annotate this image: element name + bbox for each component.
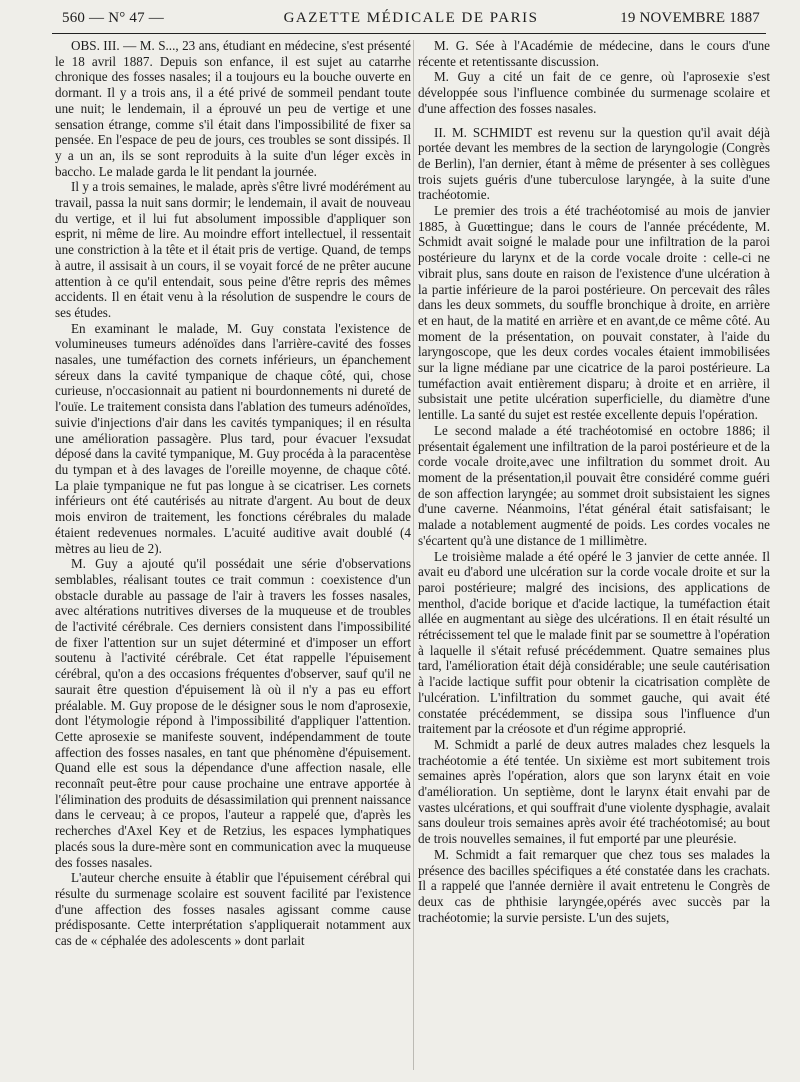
bacilli-paragraph: M. Schmidt a fait remarquer que chez tous ses malades la présence des bacilles spécifiques a été constatée dans les crachats. Il a rappelé que l'année dernière il avait entretenu le Congrès de deux cas de phthisie laryngée,opérés avec succès par la trachéotomie; la survie persiste. L'un des sujets, xyxy=(418,846,770,925)
symptoms-paragraph: Il y a trois semaines, le malade, après s'être livré modérément au travail, passa la nuit sans dormir; le lendemain, il avait de nouveau du vertige, et il lui fut absolument impossible d'appliquer son esprit, ni même de lire. Au moindre effort intellectuel, il ressentait une constriction à la tête et il était pris de vertige. Quand, de temps à autre, il assisait à un cours, il se voyait forcé de ne prêter aucune attention à ce qu'il entendait, sous peine d'être repris des mêmes accidents. Il en était venu à la résolution de suspendre le cours de ses études. xyxy=(55,179,411,320)
examination-paragraph: En examinant le malade, M. Guy constata l'existence de volumineuses tumeurs adénoïdes dans l'arrière-cavité des fosses nasales, une tuméfaction des cornets inférieurs, un épanchement séreux dans la cavité tympanique de chaque côté, qui, chose curieuse, n'occasionnait au patient ni bourdonnements ni dureté de l'ouïe. Le traitement consista dans l'ablation des tumeurs adénoïdes, suivie d'injections d'air dans les cavités tympaniques; il en résulta une amélioration passagère. Plus tard, pour évacuer l'exsudat déposé dans la cavité tympanique, M. Guy procéda à la paracentèse du tympan et à des lavages de l'oreille moyenne, de chaque côté. La plaie tympanique ne fut pas longue à se cicatriser. Les cornets inférieurs ont été cautérisés au nitrate d'argent. Au bout de deux mois environ de traitement, les fonctions cérébrales du malade étaient redevenues normales. L'acuité auditive avait doublé (4 mètres au lieu de 2). xyxy=(55,320,411,556)
journal-title: GAZETTE MÉDICALE DE PARIS xyxy=(283,10,539,26)
guy-case-paragraph: M. Guy a cité un fait de ce genre, où l'aprosexie s'est développée sous l'influence combinée du surmenage scolaire et d'une affection des fosses nasales. xyxy=(418,69,770,116)
other-patients-paragraph: M. Schmidt a parlé de deux autres malades chez lesquels la trachéotomie a été tentée. Un sixième est mort subitement trois semaines après l'opération, alors que son larynx était en voie d'amélioration. Un septième, dont le larynx était envahi par de vastes ulcérations, et qui souffrait d'une violente dysphagie, avalait sans douleur trois semaines après avoir été trachéotomisé; au bout de trois nouvelles semaines, il fut emporté par une pleurésie. xyxy=(418,736,770,847)
running-head xyxy=(62,8,760,32)
schmidt-intro-paragraph: II. M. SCHMIDT est revenu sur la question qu'il avait déjà portée devant les membres de la section de laryngologie (Congrès de Berlin), l'an dernier, étant à même de présenter à ses collègues trois sujets guéris d'une tuberculose laryngée, à la suite d'une trachéotomie. xyxy=(418,124,770,203)
header-rule xyxy=(52,33,766,34)
aprosexie-paragraph: M. Guy a ajouté qu'il possédait une série d'observations semblables, réalisant toutes ce trait commun : coexistence d'un obstacle durable au passage de l'air à travers les fosses nasales, avec altérations nutritives diverses de la muqueuse et de troubles de l'activité cérébrale. Ces derniers consistent dans l'impossibilité de fixer l'attention sur un sujet déterminé et d'imposer un effort soutenu à l'activité cérébrale. Cet état rappelle l'épuisement cérébral, qu'on a des occasions fréquentes d'observer, sauf qu'il ne saurait être question d'épuisement là où il n'y a pas eu effort préalable. M. Guy propose de le désigner sous le nom d'aprosexie, dont l'étymologie répond à l'impossibilité d'appliquer l'attention. Cette aprosexie se manifeste souvent, indépendamment de toute affection des fosses nasales, en tant que phénomène d'épuisement. Quand elle est sous la dépendance d'une affection nasale, elle reconnaît peut-être pour cause prochaine une entrave apportée à l'élimination des produits de désassimilation qui prennent naissance dans le cerveau; à ce propos, l'auteur a rappelé que, d'après les recherches d'Axel Key et de Retzius, les espaces lymphatiques placés sous la dure-mère sont en communication avec la muqueuse des fosses nasales. xyxy=(55,556,411,870)
surmenage-paragraph: L'auteur cherche ensuite à établir que l'épuisement cérébral qui résulte du surmenage scolaire est souvent facilité par l'existence d'une affection des fosses nasales agissant comme cause prédisposante. Cette interprétation s'appliquerait notamment aux cas de « céphalée des adolescents » dont parlait xyxy=(55,870,411,949)
left-column xyxy=(55,38,411,1074)
first-patient-paragraph: Le premier des trois a été trachéotomisé au mois de janvier 1885, à Guœttingue; dans le cours de l'année précédente, M. Schmidt avait soigné le malade pour une infiltration de la paroi postérieure du larynx et de la corde vocale droite : celle-ci ne vibrait plus, sans doute en raison de l'existence d'une ulcération à la partie inférieure de la paroi postérieure. On percevait des râles dans les deux sommets, du souffle bronchique à droite, en arrière et en haut, de la matité en arrière et en avant,de ce même côté. Au moment de la présentation, on pouvait constater, à l'aide du laryngoscope, que les deux cordes vocales étaient immobilisées sur la ligne médiane par une cicatrice de la paroi postérieure. La tuméfaction avait entièrement disparu; à droite et en arrière, il subsistait une petite ulcération superficielle, du diamètre d'une lentille. La santé du sujet est restée excellente depuis l'opération. xyxy=(418,203,770,423)
see-paragraph: M. G. Sée à l'Académie de médecine, dans le cours d'une récente et retentissante discussion. xyxy=(418,38,770,69)
third-patient-paragraph: Le troisième malade a été opéré le 3 janvier de cette année. Il avait eu d'abord une ulcération sur la corde vocale droite et sur la paroi postérieure; malgré des incisions, des applications de menthol, d'acide borique et d'acide lactique, la tuméfaction était allée en augmentant au siège des ulcérations. Il en était résulté un rétrécissement tel que le malade finit par se soumettre à l'opération à laquelle il s'était refusé précédemment. Quatre semaines plus tard, l'amélioration était déjà considérable; une seule cautérisation à l'acide lactique suffit pour obtenir la cicatrisation complète de l'ulcération. L'infiltration du sommet gauche, qui avait été constatée précédemment, se dissipa sous l'influence d'un traitement par la créosote et d'un régime approprié. xyxy=(418,548,770,737)
column-divider xyxy=(413,40,414,1070)
right-column xyxy=(418,38,770,1074)
obs-3-paragraph: OBS. III. — M. S..., 23 ans, étudiant en médecine, s'est présenté le 18 avril 1887. Depuis son enfance, il est sujet au catarrhe chronique des fosses nasales; il a toujours eu la bouche ouverte en dormant. Il y a trois ans, il a été privé de sommeil pendant toute une nuit; le lendemain, il a éprouvé un peu de vertige et une sensation étrange, comme s'il était dans l'impossibilité de fixer sa pensée. En l'espace de peu de jours, ces troubles se sont dissipés. Il y a un an, ils se sont reproduits à la suite d'un léger excès in baccho. Le malade garda le lit pendant la journée. xyxy=(55,38,411,179)
issue-date: 19 NOVEMBRE 1887 xyxy=(620,10,760,26)
page-number: 560 — N° 47 — xyxy=(62,10,164,26)
second-patient-paragraph: Le second malade a été trachéotomisé en octobre 1886; il présentait également une infiltration de la paroi postérieure et de la corde vocale droite,avec une infiltration du sommet droit. Au moment de la présentation,il pouvait être considéré comme guéri de son affection laryngée; au sommet droit subsistaient les signes d'une caverne. Néanmoins, l'état général était satisfaisant; le malade a notablement augmenté de poids. Les cordes vocales ne s'écartent qu'à une distance de 1 millimètre. xyxy=(418,422,770,548)
